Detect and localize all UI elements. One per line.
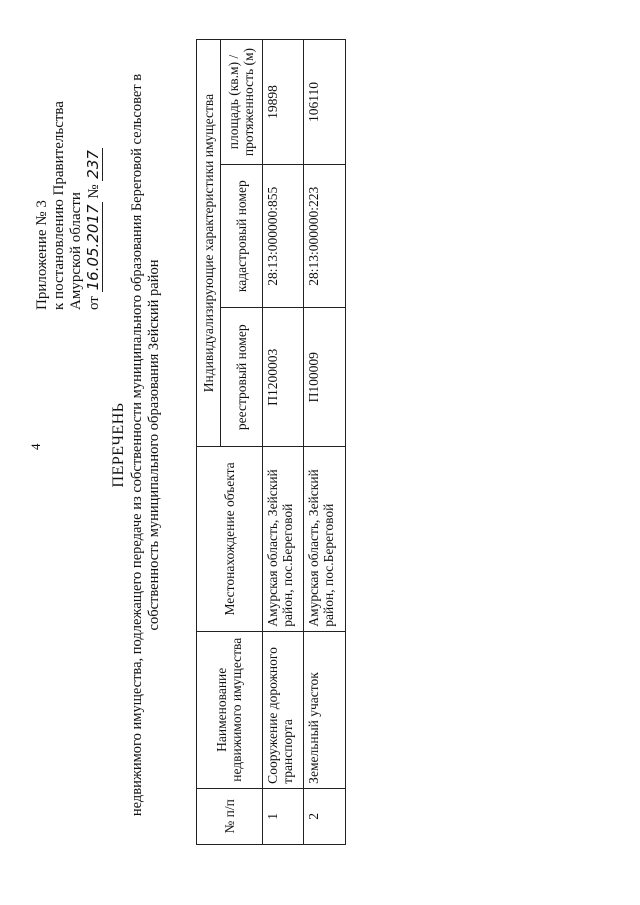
row-name: Земельный участок <box>304 631 346 788</box>
row-registry: П100009 <box>304 308 346 447</box>
table-row <box>262 40 304 845</box>
header-area: площадь (кв.м) / протяженность (м) <box>220 40 262 165</box>
annex-number-prefix: № <box>86 184 102 199</box>
heading-block <box>110 45 163 845</box>
annex-line-2: к постановлению Правительства <box>51 101 67 310</box>
header-characteristics: Индивидуализирующие характеристики имущества <box>197 40 221 447</box>
row-name: Сооружение дорожного транспорта <box>262 631 304 788</box>
row-area: 19898 <box>262 40 304 165</box>
row-location: Амурская область, Зейский район, пос.Береговой <box>262 447 304 632</box>
row-no: 1 <box>262 788 304 844</box>
annex-date-value: 16.05.2017 <box>84 204 102 291</box>
property-table <box>196 39 346 845</box>
row-location: Амурская область, Зейский район, пос.Береговой <box>304 447 346 632</box>
header-name: Наименование недвижимого имущества <box>197 631 263 788</box>
annex-line-3: Амурской области <box>68 192 84 310</box>
annex-date-line <box>85 101 103 310</box>
row-area: 106110 <box>304 40 346 165</box>
annex-number-value: 237 <box>84 150 102 179</box>
annex-line-1: Приложение № 3 <box>34 200 50 310</box>
table-row <box>304 40 346 845</box>
header-registry: реестровый номер <box>220 308 262 447</box>
row-no: 2 <box>304 788 346 844</box>
annex-block <box>34 101 103 310</box>
row-cadastral: 28:13:000000:223 <box>304 165 346 308</box>
annex-date-prefix: от <box>86 296 102 310</box>
heading-line-2: собственность муниципального образования Зейский район <box>146 259 162 631</box>
page-number: 4 <box>28 443 43 450</box>
table-header-row <box>197 40 221 845</box>
header-no: № п/п <box>197 788 263 844</box>
row-cadastral: 28:13:000000:855 <box>262 165 304 308</box>
document-title: ПЕРЕЧЕНЬ <box>110 402 127 488</box>
heading-line-1: недвижимого имущества, подлежащего передаче из собственности муниципального образования Береговой сельсовет в <box>129 73 145 817</box>
header-cadastral: кадастровый номер <box>220 165 262 308</box>
header-location: Местонахождение объекта <box>197 447 263 632</box>
row-registry: П1200003 <box>262 308 304 447</box>
